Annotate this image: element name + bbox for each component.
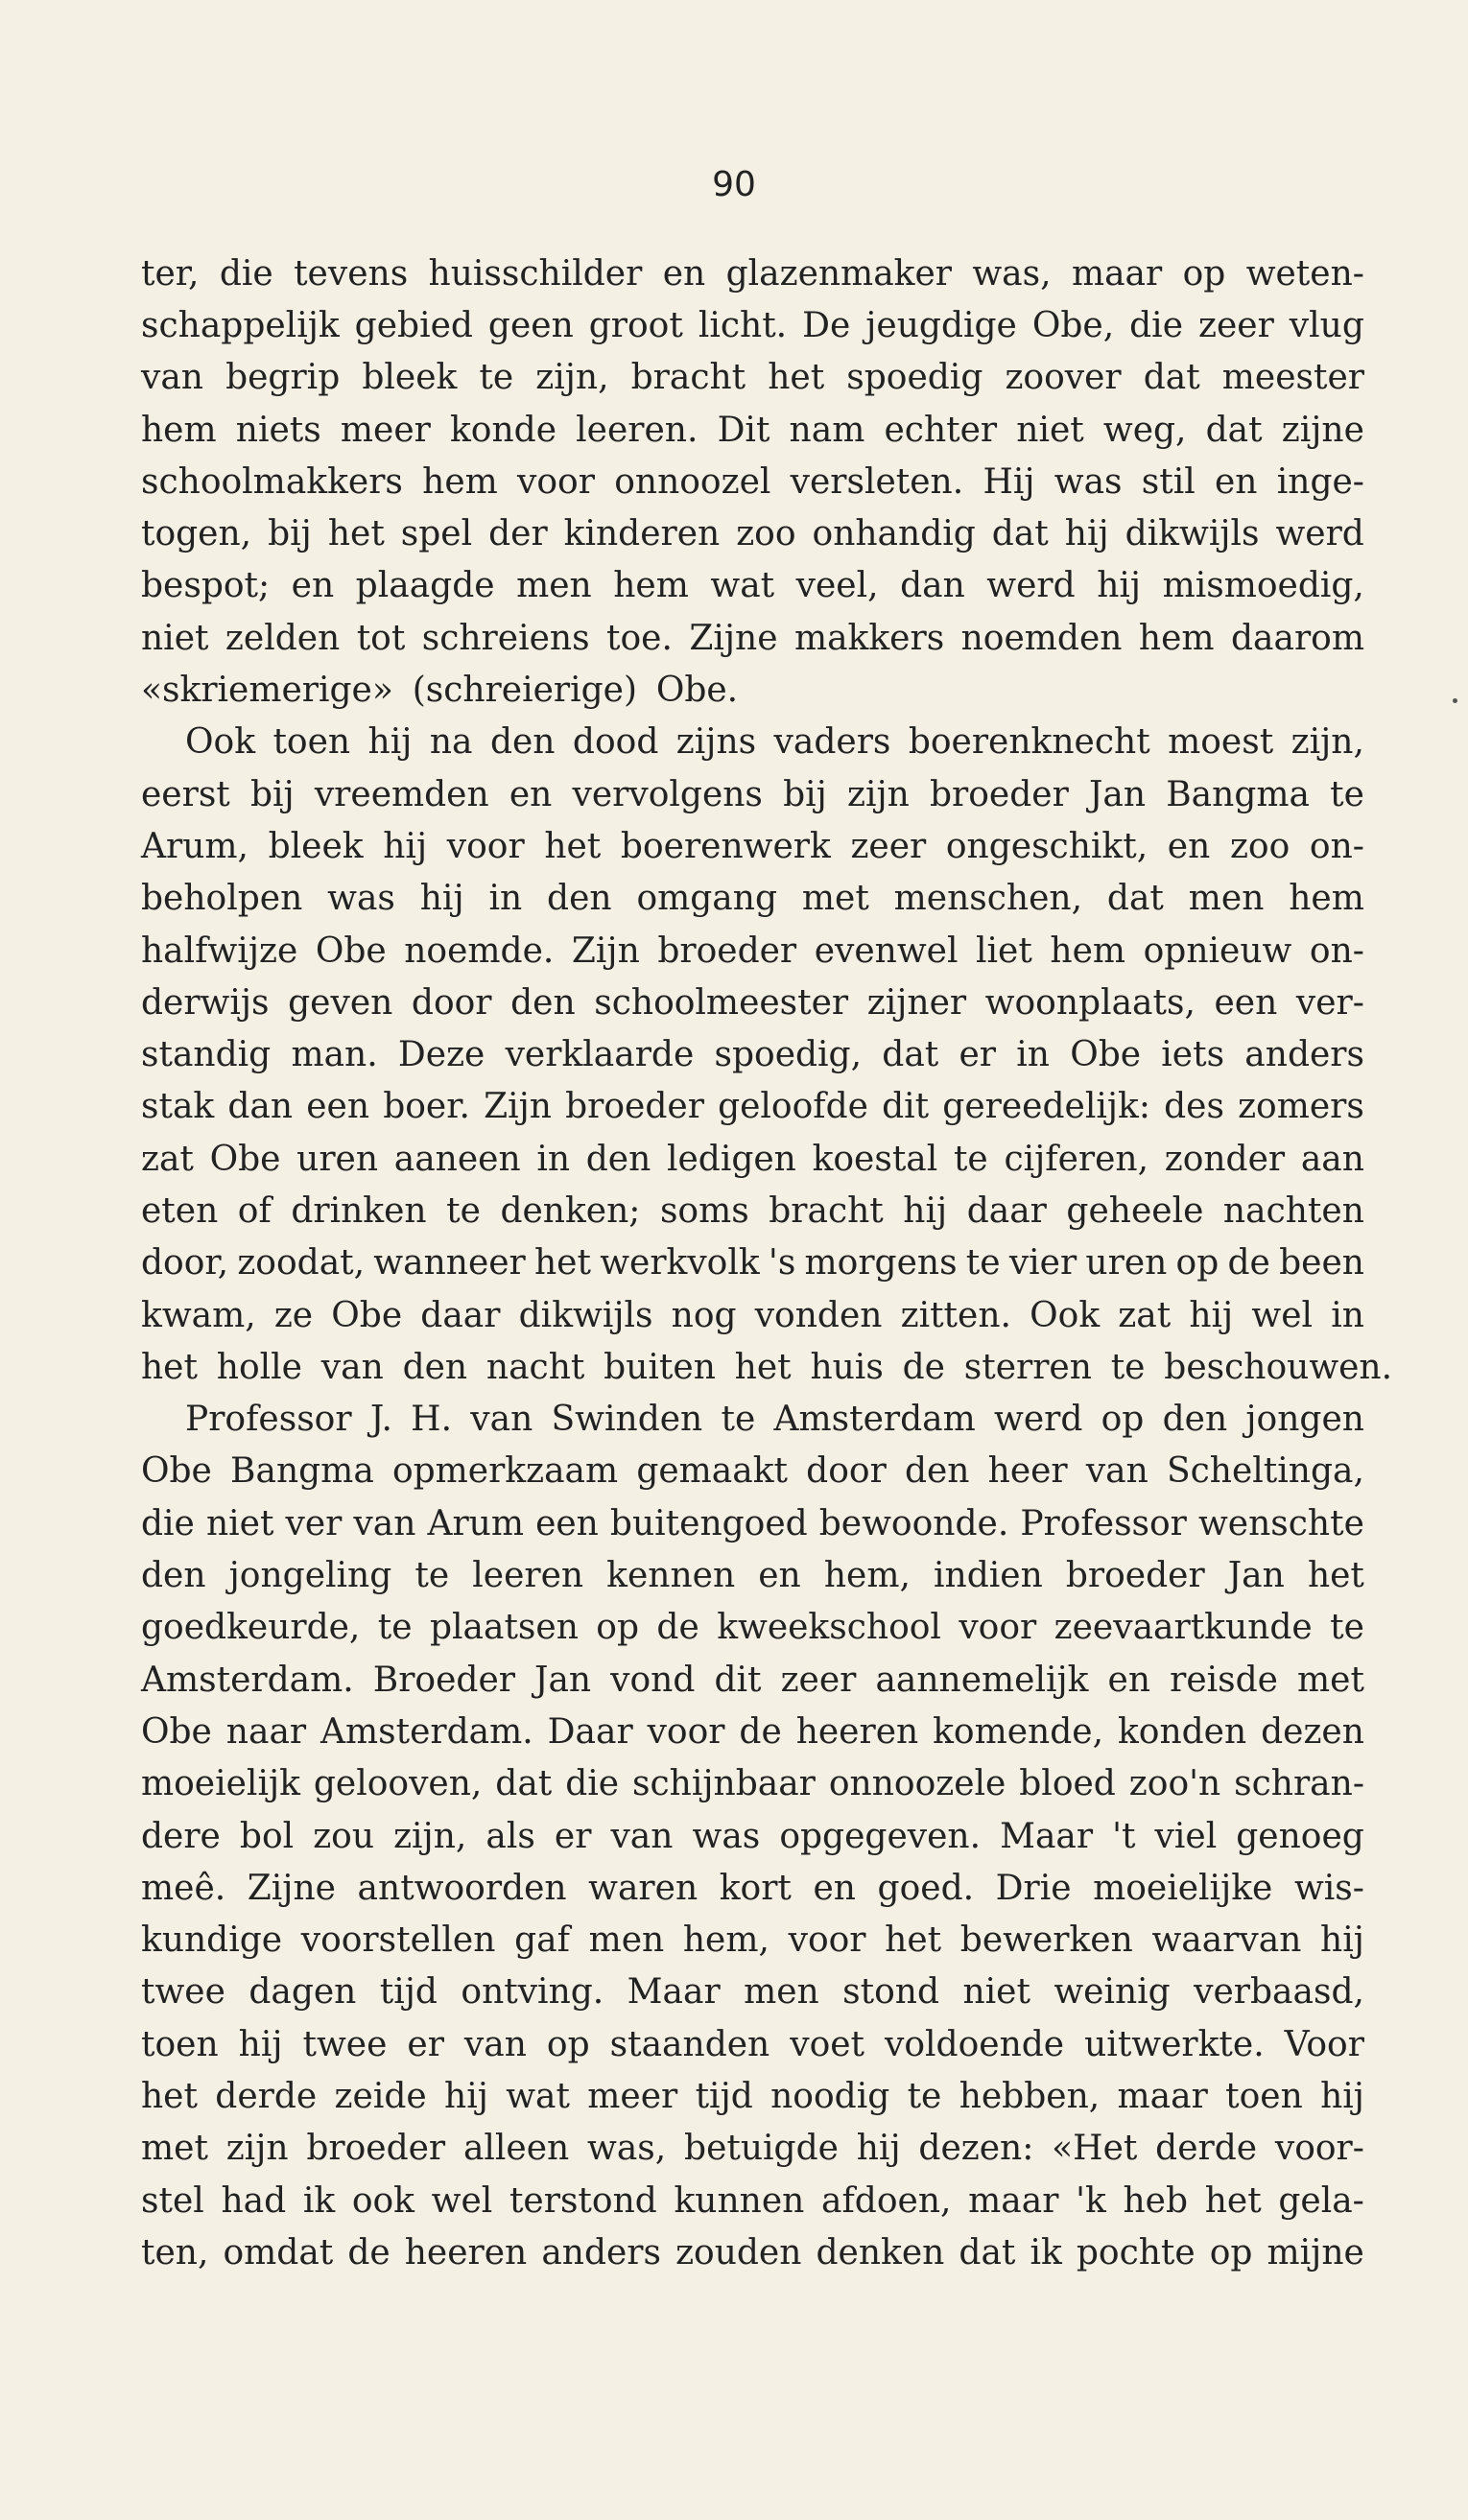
- text-line: kundige voorstellen gaf men hem, voor het bewerken waarvan hij: [141, 1920, 1364, 1961]
- text-line: die niet ver van Arum een buitengoed bewoonde. Professor wenschte: [141, 1503, 1364, 1543]
- text-line: het holle van den nacht buiten het huis de sterren te beschouwen.: [141, 1347, 1393, 1387]
- text-line: standig man. Deze verklaarde spoedig, dat er in Obe iets anders: [141, 1035, 1364, 1075]
- text-line: het derde zeide hij wat meer tijd noodig te hebben, maar toen hij: [141, 2077, 1364, 2117]
- text-line: toen hij twee er van op staanden voet voldoende uitwerkte. Voor: [141, 2024, 1364, 2064]
- text-line: Obe Bangma opmerkzaam gemaakt door den heer van Scheltinga,: [141, 1451, 1364, 1492]
- text-line: beholpen was hij in den omgang met menschen, dat men hem: [141, 879, 1364, 919]
- text-line: togen, bij het spel der kinderen zoo onhandig dat hij dikwijls werd: [141, 514, 1364, 554]
- text-line: eten of drinken te denken; soms bracht hij daar geheele nachten: [141, 1190, 1364, 1231]
- text-line: door, zoodat, wanneer het werkvolk 's morgens te vier uren op de been: [141, 1243, 1364, 1284]
- text-line: Arum, bleek hij voor het boerenwerk zeer ongeschikt, en zoo on-: [141, 826, 1364, 866]
- text-line: Amsterdam. Broeder Jan vond dit zeer aannemelijk en reisde met: [141, 1660, 1364, 1700]
- text-line: ten, omdat de heeren anders zouden denken dat ik pochte op mijne: [141, 2232, 1364, 2273]
- text-line: ter, die tevens huisschilder en glazenmaker was, maar op weten-: [141, 253, 1364, 294]
- text-line: schoolmakkers hem voor onnoozel versleten. Hij was stil en inge-: [141, 461, 1364, 502]
- text-line: van begrip bleek te zijn, bracht het spoedig zoover dat meester: [141, 358, 1364, 398]
- text-line: twee dagen tijd ontving. Maar men stond niet weinig verbaasd,: [141, 1972, 1364, 2013]
- margin-mark: [1453, 698, 1457, 703]
- text-line: niet zelden tot schreiens toe. Zijne makkers noemden hem daarom: [141, 618, 1364, 658]
- text-line: dere bol zou zijn, als er van was opgegeven. Maar 't viel genoeg: [141, 1816, 1364, 1856]
- body-text: [141, 247, 1393, 2279]
- text-line: schappelijk gebied geen groot licht. De jeugdige Obe, die zeer vlug: [141, 305, 1364, 345]
- text-line: den jongeling te leeren kennen en hem, indien broeder Jan het: [141, 1556, 1364, 1596]
- text-line: halfwijze Obe noemde. Zijn broeder evenwel liet hem opnieuw on-: [141, 930, 1364, 971]
- text-line: Professor J. H. van Swinden te Amsterdam werd op den jongen: [185, 1400, 1364, 1440]
- text-line: met zijn broeder alleen was, betuigde hij dezen: «Het derde voor-: [141, 2129, 1364, 2169]
- text-line: hem niets meer konde leeren. Dit nam echter niet weg, dat zijne: [141, 410, 1364, 450]
- text-line: kwam, ze Obe daar dikwijls nog vonden zitten. Ook zat hij wel in: [141, 1295, 1364, 1335]
- text-line: «skriemerige» (schreierige) Obe.: [141, 671, 739, 711]
- text-line: moeielijk gelooven, dat die schijnbaar onnoozele bloed zoo'n schran-: [141, 1764, 1364, 1804]
- text-line: bespot; en plaagde men hem wat veel, dan werd hij mismoedig,: [141, 566, 1364, 606]
- text-line: zat Obe uren aaneen in den ledigen koestal te cijferen, zonder aan: [141, 1139, 1364, 1179]
- text-line: stak dan een boer. Zijn broeder geloofde dit gereedelijk: des zomers: [141, 1087, 1364, 1127]
- text-line: Obe naar Amsterdam. Daar voor de heeren komende, konden dezen: [141, 1711, 1364, 1752]
- page-number: 90: [712, 165, 756, 204]
- text-line: Ook toen hij na den dood zijns vaders boerenknecht moest zijn,: [185, 722, 1364, 763]
- text-line: goedkeurde, te plaatsen op de kweekschool voor zeevaartkunde te: [141, 1608, 1364, 1648]
- text-line: meê. Zijne antwoorden waren kort en goed. Drie moeielijke wis-: [141, 1868, 1364, 1908]
- text-line: derwijs geven door den schoolmeester zijner woonplaats, een ver-: [141, 982, 1364, 1023]
- text-line: eerst bij vreemden en vervolgens bij zijn broeder Jan Bangma te: [141, 774, 1364, 814]
- text-line: stel had ik ook wel terstond kunnen afdoen, maar 'k heb het gela-: [141, 2180, 1364, 2221]
